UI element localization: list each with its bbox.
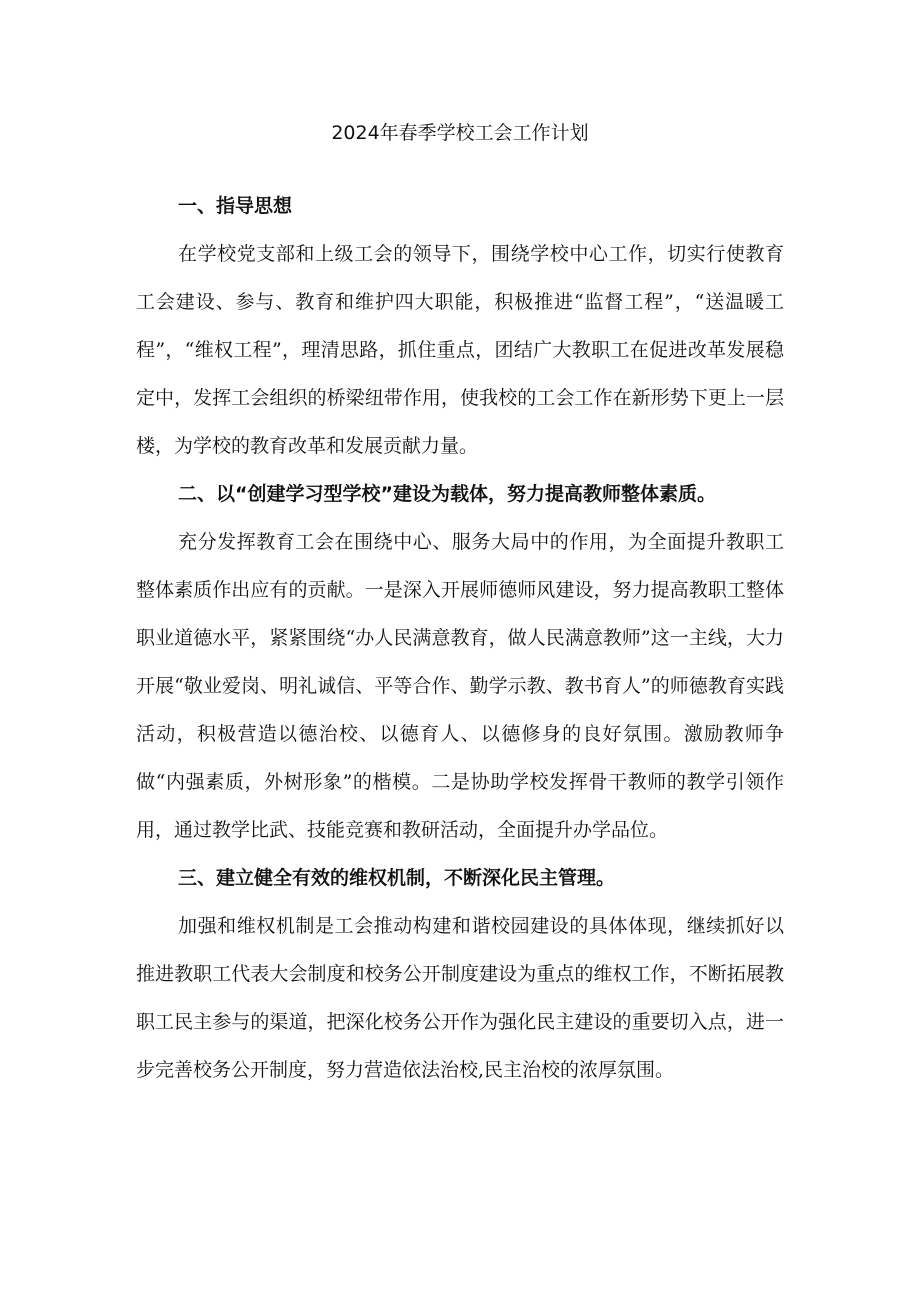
section-heading-1: 一、指导思想 — [178, 195, 293, 217]
section-heading-3: 三、建立健全有效的维权机制，不断深化民主管理。 — [178, 867, 616, 889]
section-paragraph-2: 充分发挥教育工会在围绕中心、服务大局中的作用，为全面提升教职工整体素质作出应有的贡献。一是深入开展师德师风建设，努力提高教职工整体职业道德水平，紧紧围绕“办人民满意教育，做人民满意教师”这一主线，大力开展“敬业爱岗、明礼诚信、平等合作、勤学示教、教书育人”的师德教育实践活动，积极营造以德治校、以德育人、以德修身的良好氛围。激励教师争做“内强素质，外树形象”的楷模。二是协助学校发挥骨干教师的教学引领作用，通过教学比武、技能竞赛和教研活动，全面提升办学品位。 — [136, 531, 784, 841]
section-paragraph-1: 在学校党支部和上级工会的领导下，围绕学校中心工作，切实行使教育工会建设、参与、教育和维护四大职能，积极推进“监督工程”，“送温暖工程”，“维权工程”，理清思路，抓住重点，团结广大教职工在促进改革发展稳定中，发挥工会组织的桥梁纽带作用，使我校的工会工作在新形势下更上一层楼，为学校的教育改革和发展贡献力量。 — [136, 243, 784, 457]
section-heading-2: 二、以“创建学习型学校”建设为载体，努力提高教师整体素质。 — [178, 483, 716, 505]
document-body — [136, 182, 784, 1094]
section-paragraph-3: 加强和维权机制是工会推动构建和谐校园建设的具体体现，继续抓好以推进教职工代表大会制度和校务公开制度建设为重点的维权工作，不断拓展教职工民主参与的渠道，把深化校务公开作为强化民主建设的重要切入点，进一步完善校务公开制度，努力营造依法治校,民主治校的浓厚氛围。 — [136, 915, 784, 1081]
document-title: 2024年春季学校工会工作计划 — [331, 122, 589, 144]
